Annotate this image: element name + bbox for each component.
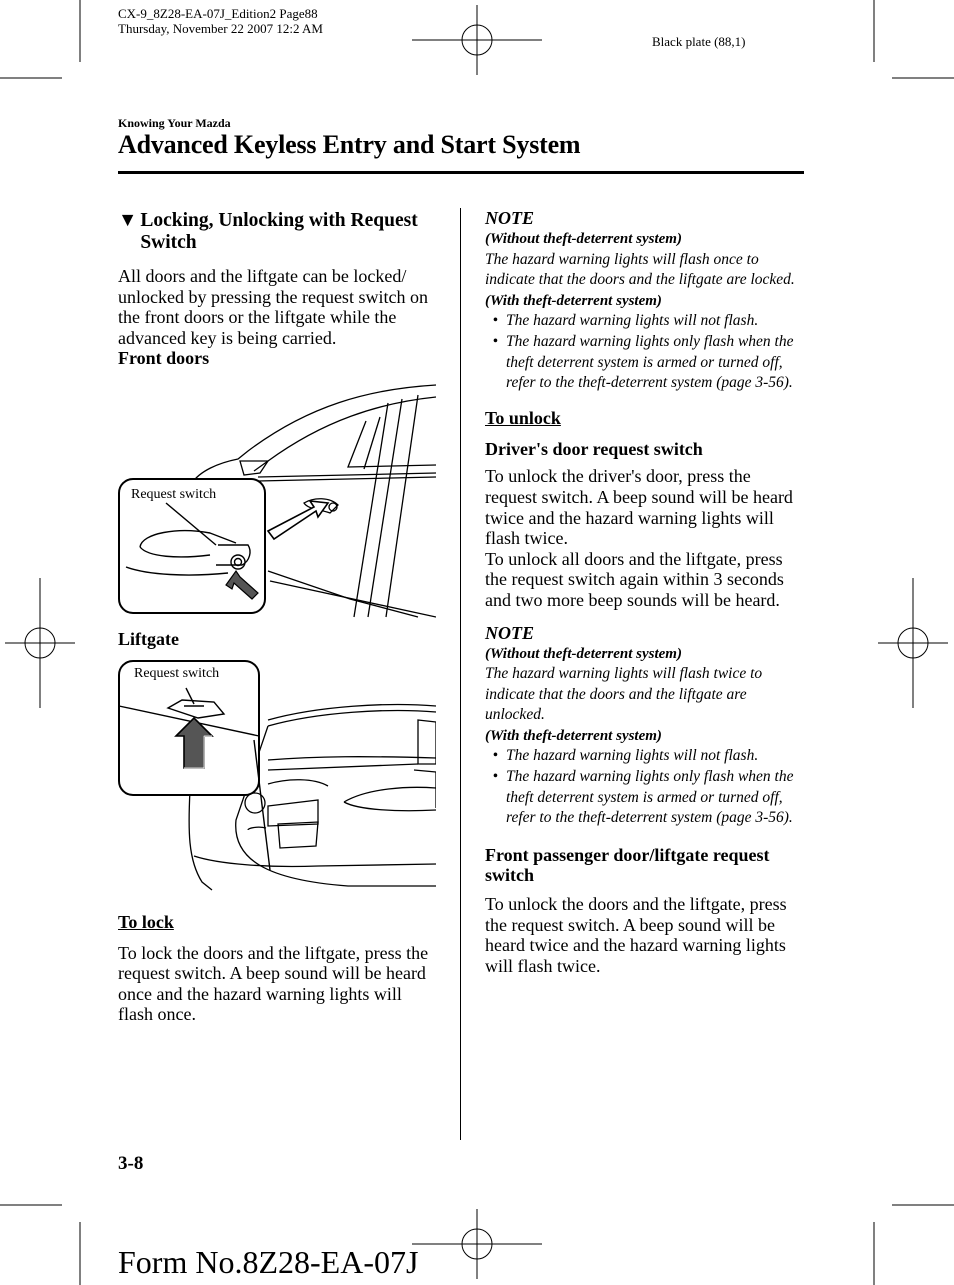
note-without-text: The hazard warning lights will flash twice to indicate that the doors and the liftgate are unlocked.: [485, 665, 763, 724]
front-door-figure: [118, 381, 436, 621]
front-request-switch-callout: Request switch: [131, 486, 217, 502]
driver-door-paragraph-1: To unlock the driver's door, press the request switch. A beep sound will be heard twice and the hazard warning lights will flash twice.: [485, 466, 793, 549]
driver-door-heading: Driver's door request switch: [485, 438, 703, 459]
left-column: [118, 210, 436, 1025]
passenger-liftgate-heading: Front passenger door/liftgate request switch: [485, 844, 770, 886]
print-job-line: CX-9_8Z28-EA-07J_Edition2 Page88: [118, 6, 318, 21]
page-title: Advanced Keyless Entry and Start System: [118, 130, 581, 159]
note-bullet: • The hazard warning lights only flash when the theft deterrent system is armed or turned off, refer to the theft-deterrent system (page 3-56).: [492, 768, 794, 827]
note-bullet: • The hazard warning lights will not flash.: [492, 747, 759, 765]
note-with-heading: (With theft-deterrent system): [485, 727, 662, 744]
page-number: 3-8: [118, 1153, 144, 1174]
triangle-marker-icon: ▼: [118, 210, 138, 231]
subsection-heading-text: Locking, Unlocking with Request Switch: [140, 210, 418, 253]
intro-paragraph: All doors and the liftgate can be locked/ unlocked by pressing the request switch on the front doors or the liftgate while the advanced key is being carried.: [118, 266, 428, 348]
note-title: NOTE: [485, 622, 534, 643]
liftgate-request-switch-callout: Request switch: [134, 665, 220, 681]
note-bullet: • The hazard warning lights will not flash.: [492, 312, 759, 330]
section-label: Knowing Your Mazda: [118, 116, 231, 130]
registration-mark-top: [412, 5, 542, 75]
front-doors-label: Front doors: [118, 348, 210, 369]
to-unlock-heading: To unlock: [485, 407, 561, 428]
note-with-heading: (With theft-deterrent system): [485, 292, 662, 309]
note-without-text: The hazard warning lights will flash once to indicate that the doors and the liftgate are locked.: [485, 250, 795, 289]
registration-mark-right: [878, 578, 948, 708]
passenger-liftgate-paragraph: To unlock the doors and the liftgate, press the request switch. A beep sound will be heard twice and the hazard warning lights will flash twice.: [485, 894, 787, 976]
note-without-heading: (Without theft-deterrent system): [485, 231, 682, 247]
to-lock-heading: To lock: [118, 911, 174, 932]
note-bullet: • The hazard warning lights only flash when the theft deterrent system is armed or turned off, refer to the theft-deterrent system (page 3-56).: [492, 332, 794, 392]
to-lock-paragraph: To lock the doors and the liftgate, press the request switch. A beep sound will be heard once and the hazard warning lights will flash once.: [118, 942, 429, 1025]
registration-mark-left: [5, 578, 75, 708]
right-column: [485, 208, 803, 976]
title-rule: [118, 171, 804, 174]
registration-mark-bottom: [412, 1209, 542, 1279]
liftgate-illustration: [118, 660, 436, 900]
liftgate-figure: [118, 660, 436, 900]
driver-door-paragraph-2: To unlock all doors and the liftgate, press the request switch again within 3 seconds and two more beep sounds will be heard.: [485, 548, 784, 610]
note-without-heading: (Without theft-deterrent system): [485, 645, 682, 662]
plate-label: Black plate (88,1): [652, 34, 746, 49]
subsection-heading: [118, 210, 436, 254]
column-divider: [460, 208, 461, 1140]
note-locked: [485, 208, 803, 394]
note-title: NOTE: [485, 208, 534, 228]
note-unlocked: [485, 623, 803, 829]
print-date-line: Thursday, November 22 2007 12:2 AM: [118, 21, 323, 36]
form-number: Form No.8Z28-EA-07J: [118, 1244, 419, 1280]
liftgate-label: Liftgate: [118, 628, 179, 649]
